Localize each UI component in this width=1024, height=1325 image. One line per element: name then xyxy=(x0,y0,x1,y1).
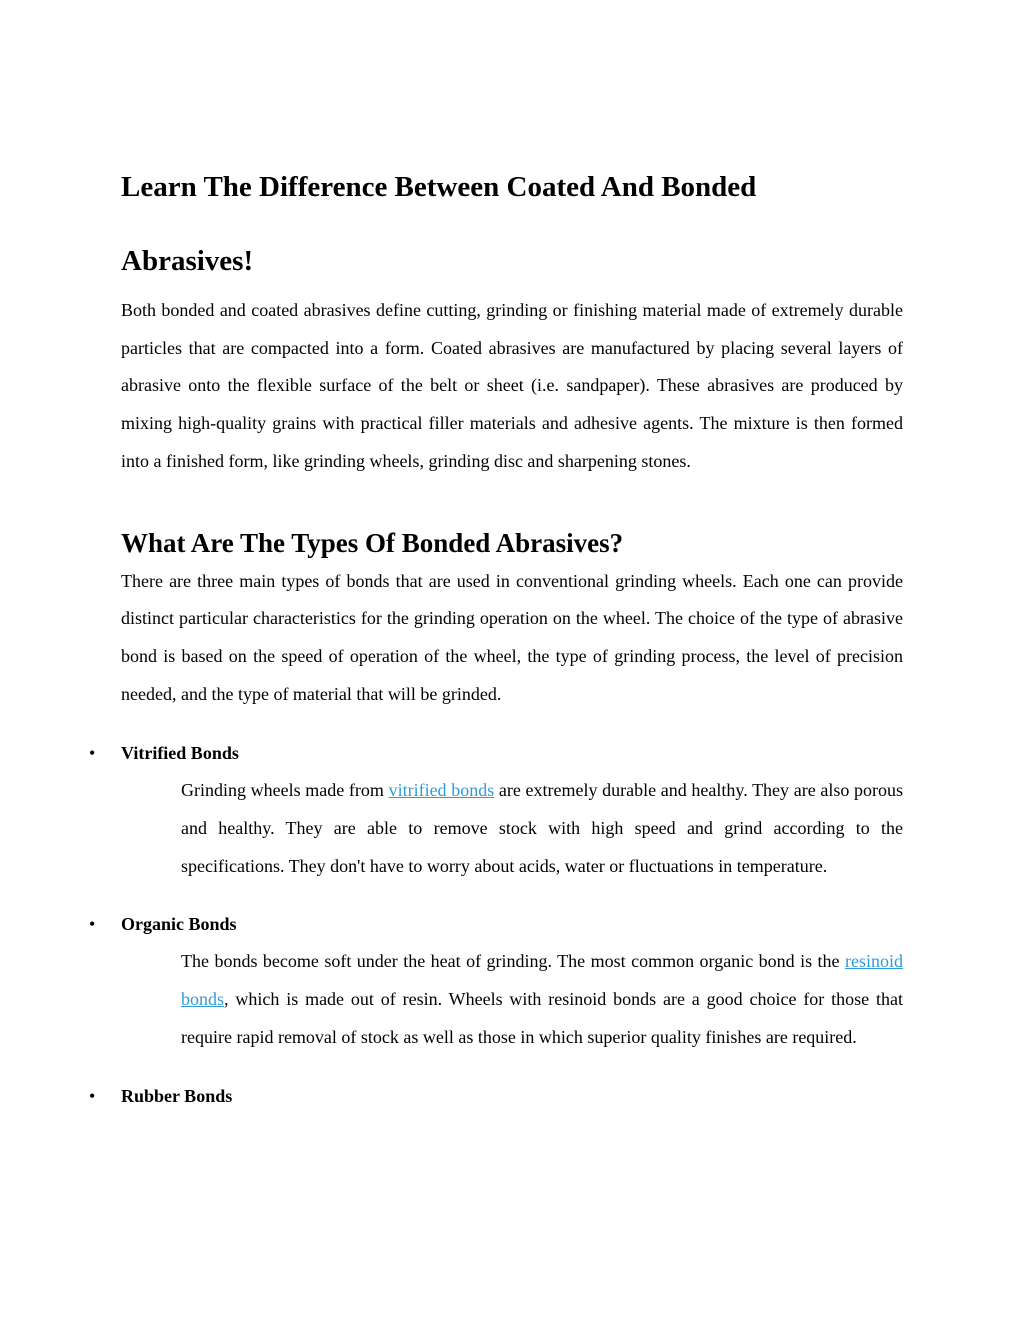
list-item-vitrified-bonds xyxy=(89,735,903,885)
bond-title: Vitrified Bonds xyxy=(121,743,239,764)
bond-title: Rubber Bonds xyxy=(121,1085,233,1106)
bond-description xyxy=(181,772,903,885)
vitrified-bonds-link[interactable]: vitrified bonds xyxy=(388,780,495,801)
list-item-rubber-bonds xyxy=(89,1078,903,1115)
bullet-icon: • xyxy=(89,1085,96,1106)
bullet-icon: • xyxy=(89,914,96,935)
bond-description-text: The bonds become soft under the heat of grinding. The most common organic bond is the xyxy=(181,951,845,972)
bond-description-text: Grinding wheels made from xyxy=(181,780,389,801)
resinoid-bonds-link[interactable]: resinoid bonds xyxy=(181,951,903,1010)
section-heading: What Are The Types Of Bonded Abrasives? xyxy=(121,527,624,558)
page-title-line-1: Learn The Difference Between Coated And Bonded xyxy=(121,171,757,203)
page-title-line-2: Abrasives! xyxy=(121,245,254,277)
section-paragraph: There are three main types of bonds that are used in conventional grinding wheels. Each one can provide distinct particular characteristics for the grinding operation on the wheel. The choice of the type of abrasive bond is based on the speed of operation of the wheel, the type of grinding process, the level of precision needed, and the type of material that will be grinded. xyxy=(121,570,903,704)
bullet-icon: • xyxy=(89,743,96,764)
list-item-organic-bonds xyxy=(89,906,903,1056)
bond-description-text: , which is made out of resin. Wheels with resinoid bonds are a good choice for those that require rapid removal of stock as well as those in which superior quality finishes are required. xyxy=(181,989,903,1047)
bond-title: Organic Bonds xyxy=(121,914,237,935)
bond-types-list xyxy=(89,735,903,1114)
page-title xyxy=(121,150,903,298)
bond-description-text: are extremely durable and healthy. They are also porous and healthy. They are able to remove stock with high speed and grind according to the specifications. They don't have to worry about acids, water or fluctuations in temperature. xyxy=(181,780,903,876)
document-body xyxy=(89,150,903,1115)
bond-description xyxy=(181,943,903,1056)
intro-paragraph: Both bonded and coated abrasives define cutting, grinding or finishing material made of extremely durable particles that are compacted into a form. Coated abrasives are manufactured by placing several layers of abrasive onto the flexible surface of the belt or sheet (i.e. sandpaper). These abrasives are produced by mixing high-quality grains with practical filler materials and adhesive agents. The mixture is then formed into a finished form, like grinding wheels, grinding disc and sharpening stones. xyxy=(121,300,903,471)
